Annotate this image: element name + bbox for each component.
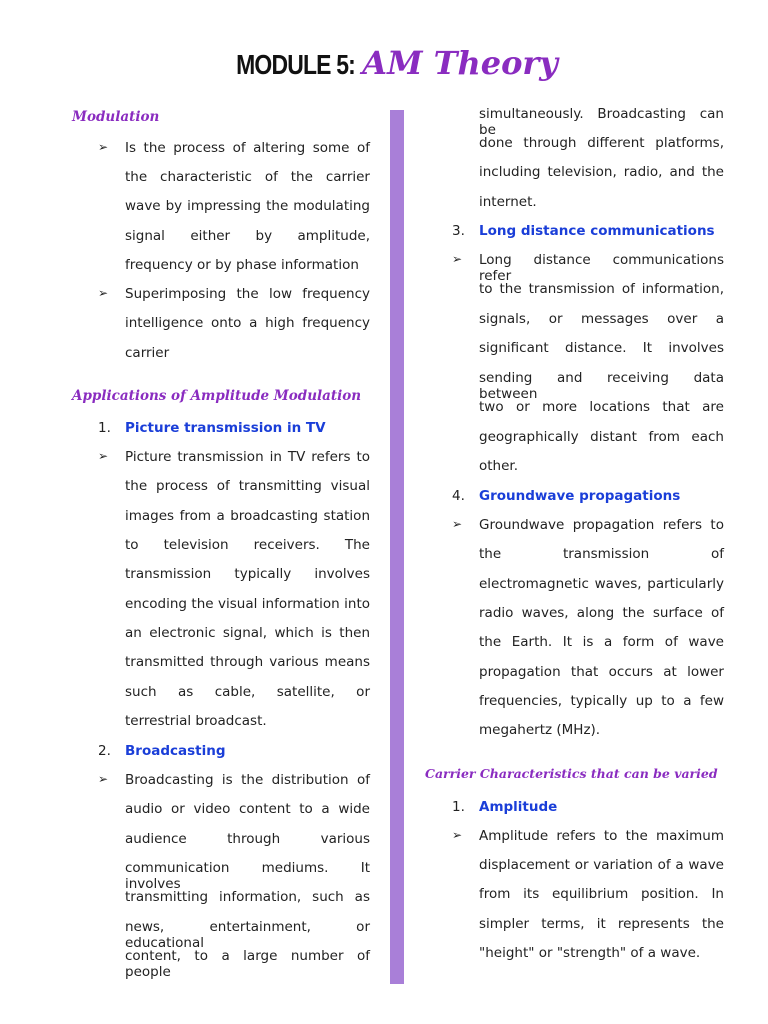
- text-line: done through different platforms,: [479, 135, 724, 151]
- item-number: 3.: [452, 223, 465, 239]
- item-label: Long distance communications: [479, 223, 715, 239]
- arrowhead-bullet-icon: ➢: [452, 517, 463, 531]
- text-line: two or more locations that are: [479, 399, 724, 415]
- text-line: transmitting information, such as: [125, 889, 370, 905]
- text-line: intelligence onto a high frequency: [125, 315, 370, 331]
- text-line: communication mediums. It involves: [125, 860, 370, 892]
- text-line: simpler terms, it represents the: [479, 916, 724, 932]
- column-divider: [390, 110, 404, 984]
- text-line: significant distance. It involves: [479, 340, 724, 356]
- text-line: frequencies, typically up to a few: [479, 693, 724, 709]
- text-line: audio or video content to a wide: [125, 801, 370, 817]
- text-line: other.: [479, 458, 519, 474]
- text-line: geographically distant from each: [479, 429, 724, 445]
- arrowhead-bullet-icon: ➢: [98, 140, 109, 154]
- numbered-item-groundwave: [452, 488, 680, 504]
- text-line: Picture transmission in TV refers to: [125, 449, 370, 465]
- text-line: electromagnetic waves, particularly: [479, 576, 724, 592]
- text-line: wave by impressing the modulating: [125, 198, 370, 214]
- title-main: AM Theory: [362, 44, 558, 82]
- text-line: transmitted through various means: [125, 654, 370, 670]
- text-line: Groundwave propagation refers to: [479, 517, 724, 533]
- arrowhead-bullet-icon: ➢: [98, 449, 109, 463]
- numbered-item-broadcasting: [98, 743, 226, 759]
- item-label: Picture transmission in TV: [125, 420, 326, 436]
- text-line: displacement or variation of a wave: [479, 857, 724, 873]
- text-line: simultaneously. Broadcasting can be: [479, 106, 724, 138]
- numbered-item-amplitude: [452, 799, 557, 815]
- text-line: "height" or "strength" of a wave.: [479, 945, 701, 961]
- item-number: 1.: [98, 420, 111, 436]
- item-number: 4.: [452, 488, 465, 504]
- arrowhead-bullet-icon: ➢: [98, 772, 109, 786]
- text-line: the characteristic of the carrier: [125, 169, 370, 185]
- text-line: signal either by amplitude,: [125, 228, 370, 244]
- text-line: the process of transmitting visual: [125, 478, 370, 494]
- page-title: [0, 44, 768, 82]
- section-heading-modulation: Modulation: [72, 109, 160, 125]
- item-label: Broadcasting: [125, 743, 226, 759]
- text-line: propagation that occurs at lower: [479, 664, 724, 680]
- text-line: including television, radio, and the: [479, 164, 724, 180]
- text-line: encoding the visual information into: [125, 596, 370, 612]
- text-line: terrestrial broadcast.: [125, 713, 267, 729]
- arrowhead-bullet-icon: ➢: [452, 828, 463, 842]
- text-line: the Earth. It is a form of wave: [479, 634, 724, 650]
- text-line: Broadcasting is the distribution of: [125, 772, 370, 788]
- text-line: such as cable, satellite, or: [125, 684, 370, 700]
- text-line: content, to a large number of people: [125, 948, 370, 980]
- text-line: images from a broadcasting station: [125, 508, 370, 524]
- title-prefix: MODULE 5:: [236, 49, 356, 80]
- numbered-item-picture-transmission: [98, 420, 326, 436]
- text-line: news, entertainment, or educational: [125, 919, 370, 951]
- text-line: Amplitude refers to the maximum: [479, 828, 724, 844]
- text-line: audience through various: [125, 831, 370, 847]
- text-line: to the transmission of information,: [479, 281, 724, 297]
- text-line: Long distance communications refer: [479, 252, 724, 284]
- text-line: Superimposing the low frequency: [125, 286, 370, 302]
- text-line: internet.: [479, 194, 537, 210]
- item-label: Amplitude: [479, 799, 558, 815]
- text-line: to television receivers. The: [125, 537, 370, 553]
- text-line: megahertz (MHz).: [479, 722, 601, 738]
- text-line: the transmission of: [479, 546, 724, 562]
- text-line: from its equilibrium position. In: [479, 886, 724, 902]
- text-line: an electronic signal, which is then: [125, 625, 370, 641]
- text-line: sending and receiving data between: [479, 370, 724, 402]
- numbered-item-long-distance: [452, 223, 715, 239]
- arrowhead-bullet-icon: ➢: [98, 286, 109, 300]
- text-line: signals, or messages over a: [479, 311, 724, 327]
- text-line: carrier: [125, 345, 170, 361]
- section-heading-applications: Applications of Amplitude Modulation: [72, 388, 362, 404]
- item-label: Groundwave propagations: [479, 488, 681, 504]
- arrowhead-bullet-icon: ➢: [452, 252, 463, 266]
- text-line: radio waves, along the surface of: [479, 605, 724, 621]
- section-heading-carrier-characteristics: Carrier Characteristics that can be varied: [425, 766, 718, 781]
- text-line: frequency or by phase information: [125, 257, 359, 273]
- text-line: transmission typically involves: [125, 566, 370, 582]
- text-line: Is the process of altering some of: [125, 140, 370, 156]
- item-number: 1.: [452, 799, 465, 815]
- item-number: 2.: [98, 743, 111, 759]
